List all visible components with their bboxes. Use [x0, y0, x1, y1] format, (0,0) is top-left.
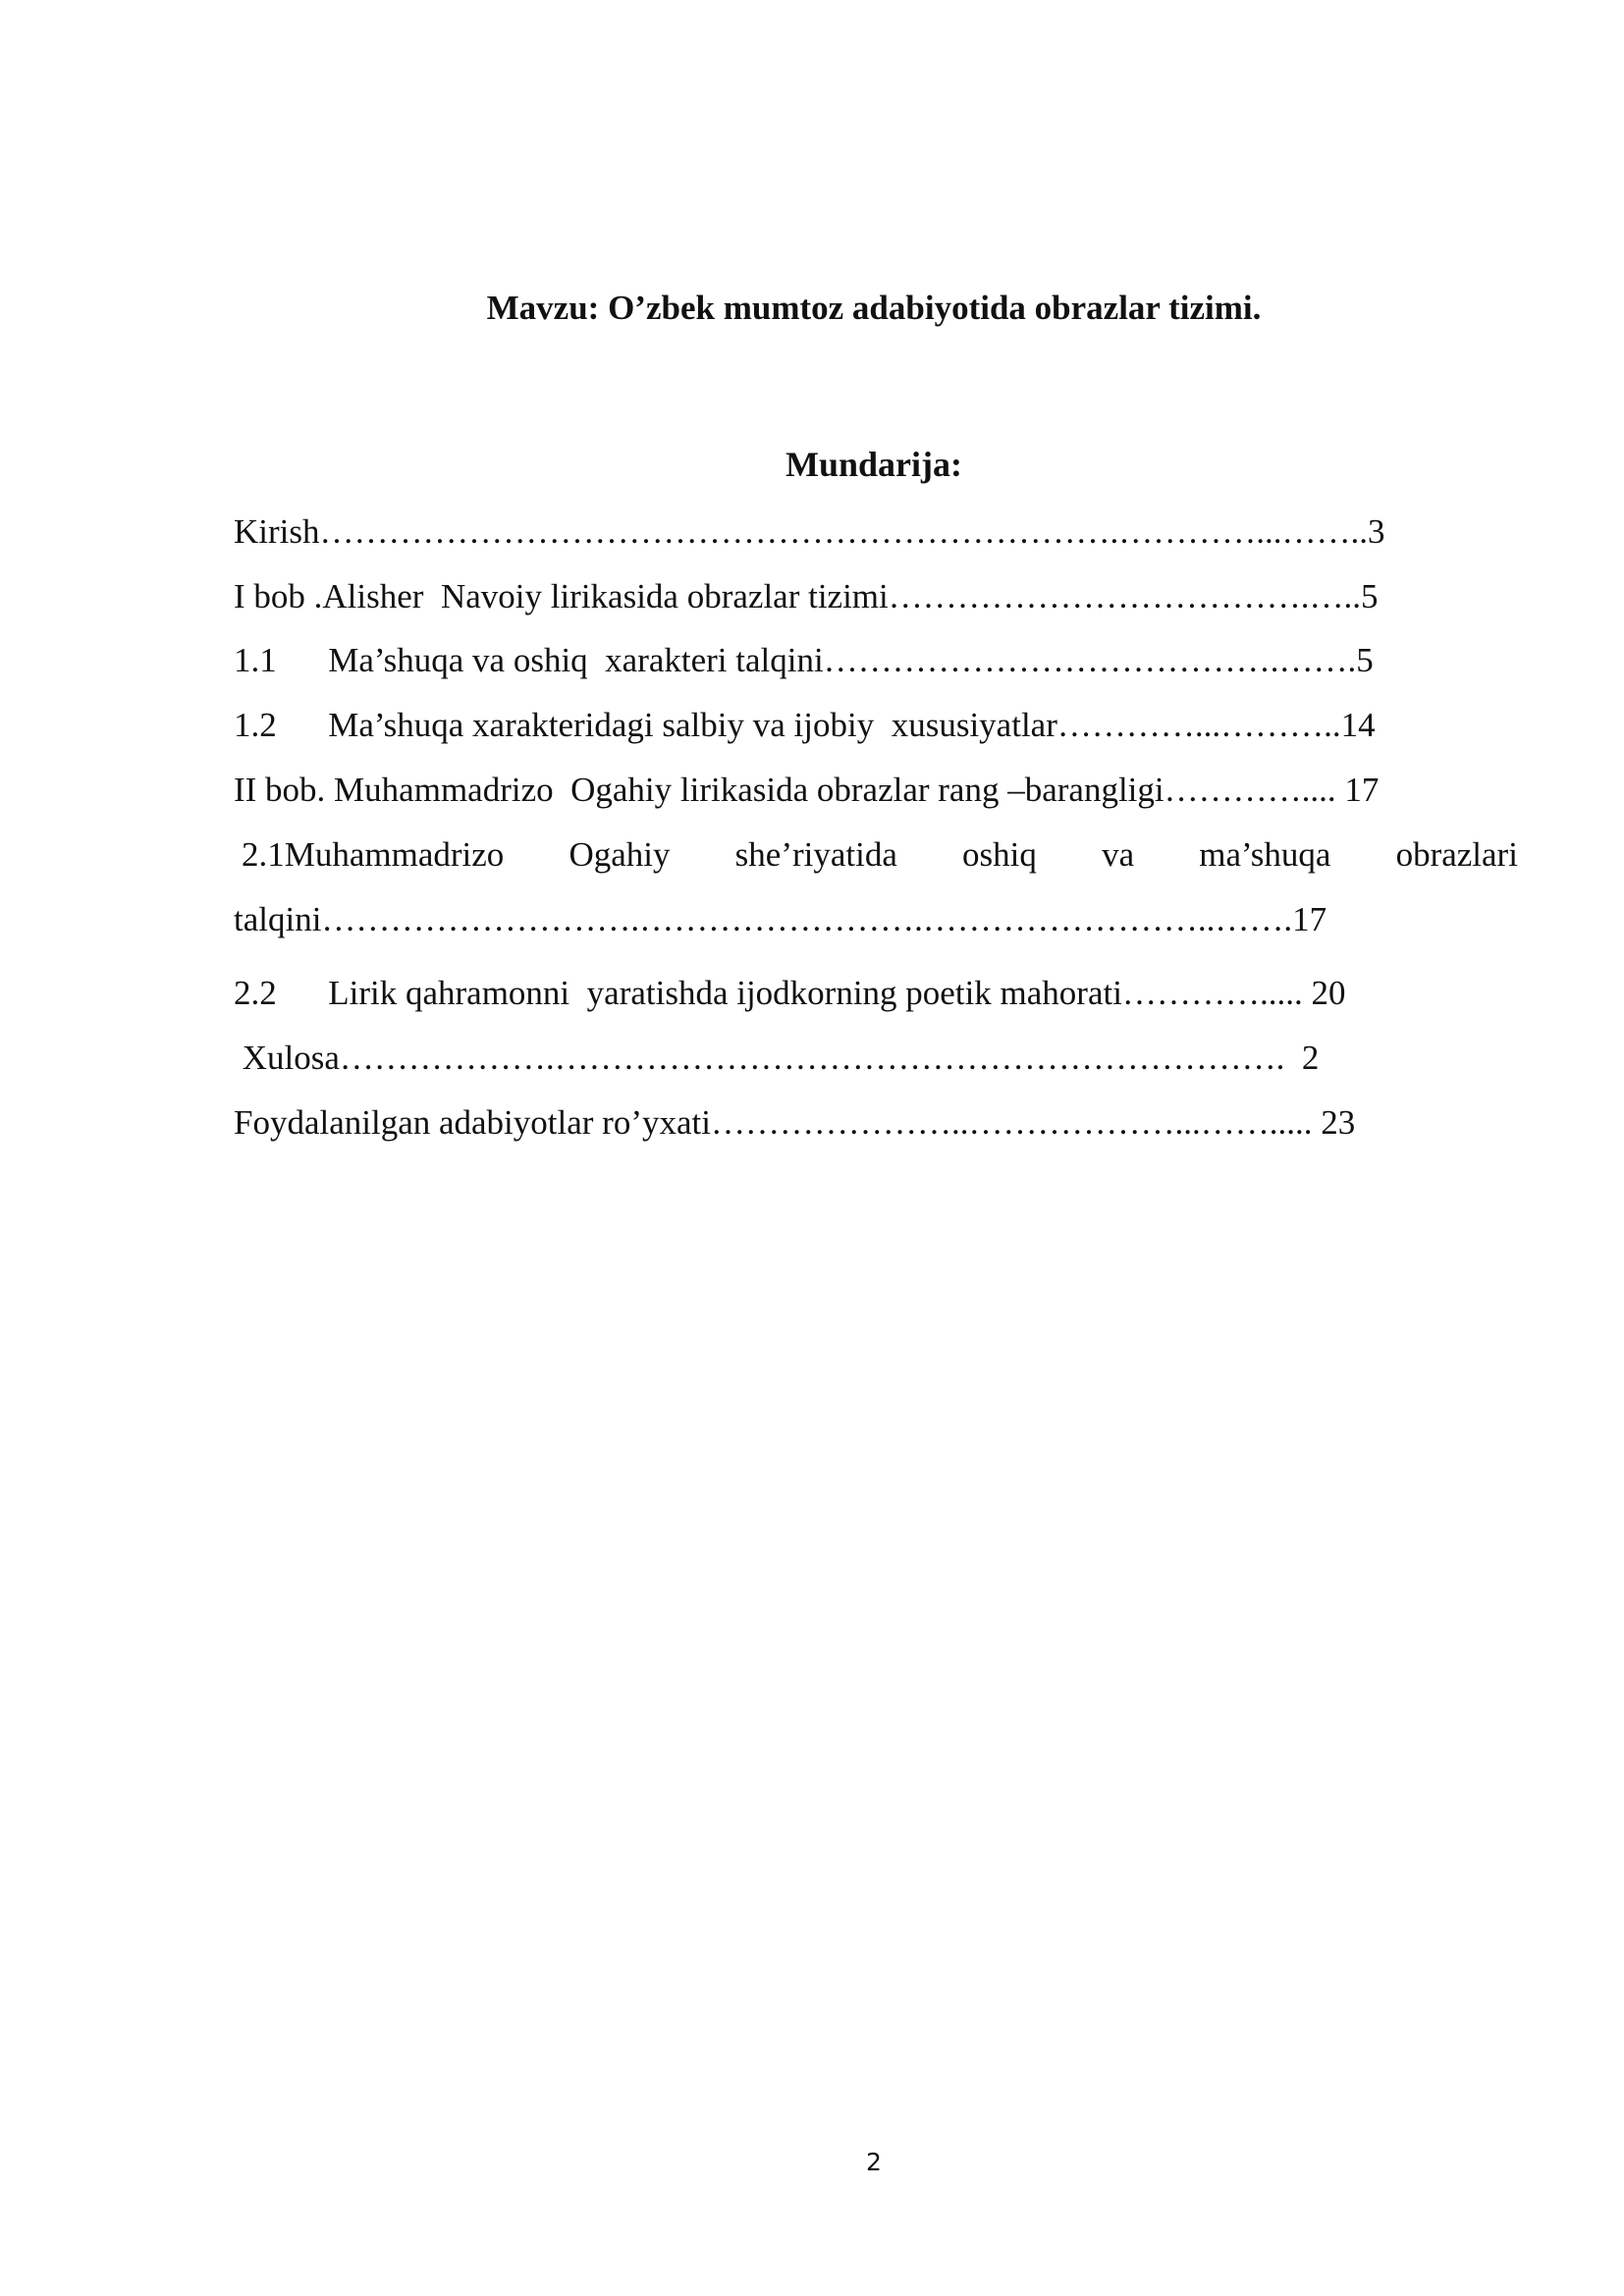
toc-word: 2.1Muhammadrizo — [242, 835, 505, 874]
toc-entry-references: Foydalanilgan adabiyotlar ro’yxati…………………..………………...……..... 23 — [234, 1103, 1356, 1142]
toc-word: ma’shuqa — [1199, 835, 1331, 874]
toc-entry-xulosa: Xulosa……………….………………………………………………………. 2 — [234, 1039, 1320, 1077]
toc-entry-section-2-2: 2.2 Lirik qahramonni yaratishda ijodkorning poetik mahorati…………..... 20 — [234, 974, 1346, 1012]
toc-heading: Mundarija: — [785, 445, 962, 484]
topic-title: Mavzu: O’zbek mumtoz adabiyotida obrazlar tizimi. — [486, 289, 1262, 327]
toc-entry-section-2-1 — [242, 833, 1518, 877]
toc-word: va — [1102, 835, 1135, 874]
toc-word: obrazlari — [1395, 835, 1518, 874]
toc-entry-kirish: Kirish…………………………………………………………….…………...……..3 — [234, 512, 1385, 551]
toc-word: Ogahiy — [568, 835, 671, 874]
page-number: 2 — [866, 2148, 882, 2176]
toc-entry-section-1-1: 1.1 Ma’shuqa va oshiq xarakteri talqini………………………………….…….5 — [234, 641, 1374, 679]
toc-entry-section-1-2: 1.2 Ma’shuqa xarakteridagi salbiy va ijobiy xususiyatlar…………...………..14 — [234, 706, 1376, 744]
toc-entry-section-2-1-continued: talqini……………………….…………………….……………………..…….17 — [234, 900, 1327, 938]
toc-word: oshiq — [962, 835, 1037, 874]
toc-entry-chapter-1: I bob .Alisher Navoiy lirikasida obrazlar tizimi……………………………….…..5 — [234, 577, 1379, 615]
toc-word: she’riyatida — [734, 835, 897, 874]
toc-entry-chapter-2: II bob. Muhammadrizo Ogahiy lirikasida obrazlar rang –barangligi………….... 17 — [234, 771, 1380, 809]
